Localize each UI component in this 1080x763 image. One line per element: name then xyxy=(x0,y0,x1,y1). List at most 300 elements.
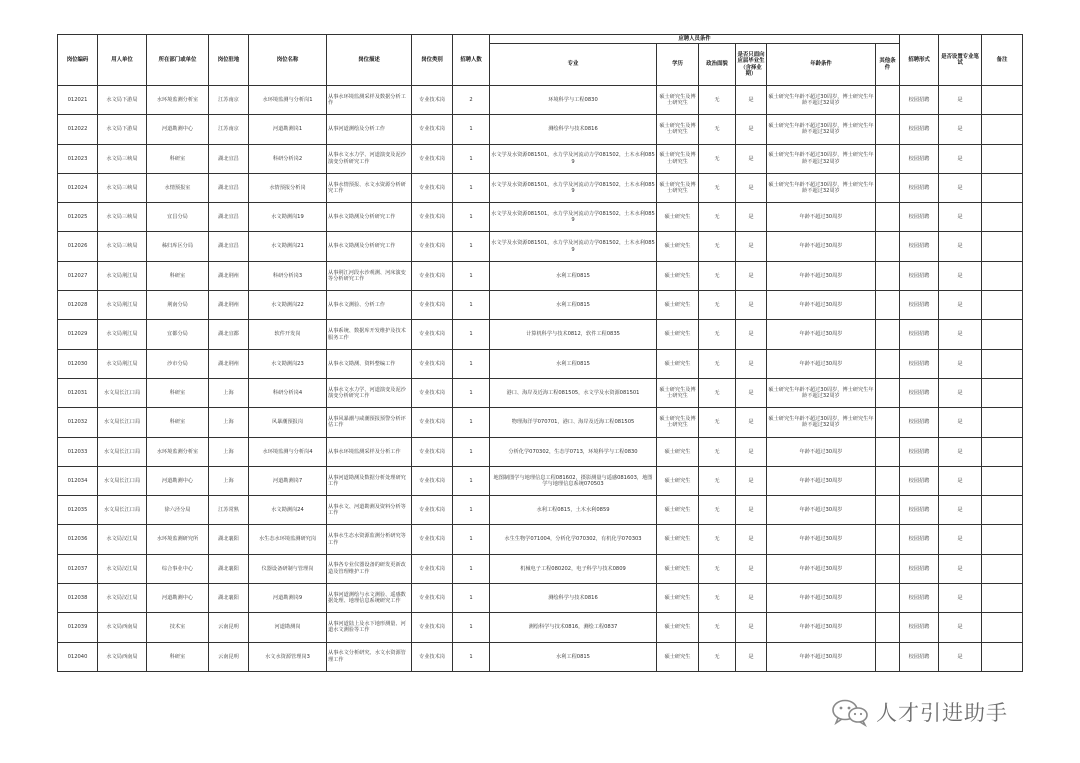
cell-code: 012022 xyxy=(58,115,98,144)
cell-politics: 无 xyxy=(699,261,736,290)
cell-desc: 从事荆江河段水沙观测、河床演变等分析研究工作 xyxy=(327,261,412,290)
cell-code: 012024 xyxy=(58,173,98,202)
table-row xyxy=(58,115,1023,144)
cell-edu: 硕士研究生 xyxy=(657,232,699,261)
table-row xyxy=(58,408,1023,437)
cell-other xyxy=(876,408,900,437)
table-row xyxy=(58,525,1023,554)
cell-politics: 无 xyxy=(699,349,736,378)
cell-post: 河道勘测岗9 xyxy=(249,584,327,613)
cell-major: 水利工程0815 xyxy=(490,261,657,290)
cell-location: 云南昆明 xyxy=(209,613,249,642)
col-header: 备注 xyxy=(982,35,1023,86)
cell-code: 012036 xyxy=(58,525,98,554)
recruitment-table-sheet xyxy=(57,34,1022,672)
cell-exam: 是 xyxy=(939,320,982,349)
cell-exam: 是 xyxy=(939,584,982,613)
cell-edu: 硕士研究生 xyxy=(657,525,699,554)
cell-post: 风暴潮预报岗 xyxy=(249,408,327,437)
col-header: 年龄条件 xyxy=(767,44,876,86)
cell-major: 物理海洋学070701，港口、海岸及近海工程081505 xyxy=(490,408,657,437)
cell-fresh-grad: 是 xyxy=(736,496,767,525)
cell-location: 湖北宜昌 xyxy=(209,173,249,202)
cell-form: 校园招聘 xyxy=(900,496,939,525)
cell-desc: 从事河道测绘及分析工作 xyxy=(327,115,412,144)
cell-form: 校园招聘 xyxy=(900,349,939,378)
cell-desc: 从事水文水力学、河道演变及泥沙演变分析研究工作 xyxy=(327,144,412,173)
cell-politics: 无 xyxy=(699,466,736,495)
cell-dept: 科研室 xyxy=(147,408,209,437)
cell-form: 校园招聘 xyxy=(900,466,939,495)
cell-dept: 科研室 xyxy=(147,378,209,407)
cell-desc: 从事水文、河道勘测及资料分析等工作 xyxy=(327,496,412,525)
cell-age: 硕士研究生年龄不超过30周岁，博士研究生年龄不超过32周岁 xyxy=(767,173,876,202)
cell-note xyxy=(982,437,1023,466)
cell-form: 校园招聘 xyxy=(900,144,939,173)
cell-dept: 水环境监测分析室 xyxy=(147,86,209,115)
cell-count: 1 xyxy=(453,349,490,378)
cell-dept: 科研室 xyxy=(147,642,209,671)
cell-desc: 从事水文勘测及分析研究工作 xyxy=(327,203,412,232)
cell-employer: 水文局长江口局 xyxy=(98,378,147,407)
cell-form: 校园招聘 xyxy=(900,86,939,115)
cell-age: 硕士研究生年龄不超过30周岁，博士研究生年龄不超过32周岁 xyxy=(767,378,876,407)
cell-desc: 从事各专业仪器设备的研发更新改造及管理维护工作 xyxy=(327,554,412,583)
cell-age: 硕士研究生年龄不超过30周岁，博士研究生年龄不超过32周岁 xyxy=(767,115,876,144)
cell-other xyxy=(876,437,900,466)
table-row xyxy=(58,378,1023,407)
cell-fresh-grad: 是 xyxy=(736,408,767,437)
cell-dept: 宜都分局 xyxy=(147,320,209,349)
cell-age: 硕士研究生年龄不超过30周岁，博士研究生年龄不超过32周岁 xyxy=(767,408,876,437)
cell-exam: 是 xyxy=(939,115,982,144)
watermark xyxy=(830,697,1008,727)
cell-fresh-grad: 是 xyxy=(736,466,767,495)
cell-major: 港口、海岸及近海工程081505，水文学及水资源081501 xyxy=(490,378,657,407)
cell-politics: 无 xyxy=(699,437,736,466)
cell-politics: 无 xyxy=(699,86,736,115)
cell-note xyxy=(982,525,1023,554)
cell-edu: 硕士研究生及博士研究生 xyxy=(657,86,699,115)
col-header: 所在部门或单位 xyxy=(147,35,209,86)
cell-edu: 硕士研究生 xyxy=(657,554,699,583)
cell-desc: 从事河道陆上及水下地形测量、河道水文测验等工作 xyxy=(327,613,412,642)
table-row xyxy=(58,466,1023,495)
cell-edu: 硕士研究生 xyxy=(657,349,699,378)
cell-category: 专业技术岗 xyxy=(412,466,453,495)
cell-politics: 无 xyxy=(699,144,736,173)
cell-politics: 无 xyxy=(699,291,736,320)
cell-age: 年龄不超过30周岁 xyxy=(767,261,876,290)
cell-dept: 综合事业中心 xyxy=(147,554,209,583)
table-row xyxy=(58,232,1023,261)
cell-fresh-grad: 是 xyxy=(736,144,767,173)
cell-post: 科研分析岗3 xyxy=(249,261,327,290)
cell-code: 012034 xyxy=(58,466,98,495)
col-header: 岗位名称 xyxy=(249,35,327,86)
cell-employer: 水文局下游局 xyxy=(98,86,147,115)
cell-fresh-grad: 是 xyxy=(736,86,767,115)
cell-fresh-grad: 是 xyxy=(736,584,767,613)
cell-dept: 荆南分局 xyxy=(147,291,209,320)
cell-post: 水环境监测与分析岗4 xyxy=(249,437,327,466)
table-row xyxy=(58,261,1023,290)
cell-location: 湖北襄阳 xyxy=(209,584,249,613)
cell-code: 012027 xyxy=(58,261,98,290)
cell-major: 水文学及水资源081501，水力学及河流动力学081502，土木水利0859 xyxy=(490,173,657,202)
cell-desc: 从事水环境监测采样及数据分析工作 xyxy=(327,86,412,115)
watermark-text: 人才引进助手 xyxy=(876,701,1008,725)
cell-note xyxy=(982,320,1023,349)
cell-other xyxy=(876,584,900,613)
cell-major: 机械电子工程080202，电子科学与技术0809 xyxy=(490,554,657,583)
cell-category: 专业技术岗 xyxy=(412,173,453,202)
cell-code: 012038 xyxy=(58,584,98,613)
col-header: 是否设置专业笔试 xyxy=(939,35,982,86)
col-header: 岗位类别 xyxy=(412,35,453,86)
cell-age: 年龄不超过30周岁 xyxy=(767,437,876,466)
cell-count: 1 xyxy=(453,584,490,613)
cell-fresh-grad: 是 xyxy=(736,437,767,466)
cell-major: 测绘科学与技术0816 xyxy=(490,115,657,144)
cell-code: 012040 xyxy=(58,642,98,671)
cell-exam: 是 xyxy=(939,466,982,495)
table-row xyxy=(58,203,1023,232)
cell-code: 012033 xyxy=(58,437,98,466)
cell-fresh-grad: 是 xyxy=(736,115,767,144)
cell-count: 1 xyxy=(453,378,490,407)
cell-fresh-grad: 是 xyxy=(736,173,767,202)
cell-desc: 从事水文分析研究、水文水资源管理工作 xyxy=(327,642,412,671)
cell-major: 水生生物学071004，分析化学070302，有机化学070303 xyxy=(490,525,657,554)
cell-dept: 科研室 xyxy=(147,144,209,173)
cell-dept: 水环境监测分析室 xyxy=(147,437,209,466)
cell-post: 水生态水环境监测研究岗 xyxy=(249,525,327,554)
cell-major: 测绘科学与技术0816，测绘工程0837 xyxy=(490,613,657,642)
cell-politics: 无 xyxy=(699,408,736,437)
cell-category: 专业技术岗 xyxy=(412,378,453,407)
cell-politics: 无 xyxy=(699,173,736,202)
cell-code: 012035 xyxy=(58,496,98,525)
cell-location: 云南昆明 xyxy=(209,642,249,671)
cell-note xyxy=(982,613,1023,642)
cell-code: 012025 xyxy=(58,203,98,232)
cell-politics: 无 xyxy=(699,232,736,261)
cell-fresh-grad: 是 xyxy=(736,291,767,320)
cell-dept: 河道勘测中心 xyxy=(147,584,209,613)
cell-major: 计算机科学与技术0812，软件工程0835 xyxy=(490,320,657,349)
col-header: 学历 xyxy=(657,44,699,86)
cell-other xyxy=(876,642,900,671)
cell-count: 1 xyxy=(453,261,490,290)
cell-category: 专业技术岗 xyxy=(412,232,453,261)
cell-exam: 是 xyxy=(939,613,982,642)
cell-count: 1 xyxy=(453,642,490,671)
cell-age: 年龄不超过30周岁 xyxy=(767,496,876,525)
cell-dept: 秭归库区分局 xyxy=(147,232,209,261)
cell-age: 硕士研究生年龄不超过30周岁，博士研究生年龄不超过32周岁 xyxy=(767,86,876,115)
cell-employer: 水文局西南局 xyxy=(98,613,147,642)
cell-employer: 水文局荆江局 xyxy=(98,349,147,378)
cell-category: 专业技术岗 xyxy=(412,642,453,671)
cell-employer: 水文局汉江局 xyxy=(98,525,147,554)
cell-desc: 从事水文测验、分析工作 xyxy=(327,291,412,320)
table-row xyxy=(58,642,1023,671)
cell-other xyxy=(876,320,900,349)
cell-location: 湖北荆州 xyxy=(209,261,249,290)
cell-major: 水利工程0815 xyxy=(490,349,657,378)
cell-edu: 硕士研究生 xyxy=(657,320,699,349)
cell-major: 水文学及水资源081501，水力学及河流动力学081502，土木水利0859 xyxy=(490,232,657,261)
cell-location: 湖北襄阳 xyxy=(209,554,249,583)
col-header: 其他条件 xyxy=(876,44,900,86)
cell-exam: 是 xyxy=(939,173,982,202)
cell-desc: 从事河道测绘与水文测验、遥感数据处理、地理信息系统研究工作 xyxy=(327,584,412,613)
cell-count: 2 xyxy=(453,86,490,115)
col-header: 是否只面向应届毕业生（含择业期） xyxy=(736,44,767,86)
cell-count: 1 xyxy=(453,613,490,642)
cell-politics: 无 xyxy=(699,584,736,613)
cell-age: 年龄不超过30周岁 xyxy=(767,291,876,320)
cell-note xyxy=(982,115,1023,144)
cell-code: 012026 xyxy=(58,232,98,261)
cell-edu: 硕士研究生 xyxy=(657,642,699,671)
cell-fresh-grad: 是 xyxy=(736,320,767,349)
cell-other xyxy=(876,173,900,202)
cell-politics: 无 xyxy=(699,203,736,232)
col-header: 招聘人数 xyxy=(453,35,490,86)
cell-other xyxy=(876,554,900,583)
cell-count: 1 xyxy=(453,320,490,349)
cell-note xyxy=(982,349,1023,378)
table-row xyxy=(58,86,1023,115)
cell-location: 江苏南京 xyxy=(209,115,249,144)
cell-count: 1 xyxy=(453,232,490,261)
cell-code: 012030 xyxy=(58,349,98,378)
cell-employer: 水文局长江口局 xyxy=(98,408,147,437)
cell-count: 1 xyxy=(453,496,490,525)
cell-desc: 从事河道勘测及数据分析处理研究工作 xyxy=(327,466,412,495)
cell-category: 专业技术岗 xyxy=(412,115,453,144)
cell-exam: 是 xyxy=(939,86,982,115)
cell-form: 校园招聘 xyxy=(900,437,939,466)
cell-edu: 硕士研究生及博士研究生 xyxy=(657,115,699,144)
table-row xyxy=(58,437,1023,466)
cell-category: 专业技术岗 xyxy=(412,554,453,583)
cell-other xyxy=(876,232,900,261)
cell-location: 上海 xyxy=(209,378,249,407)
table-row xyxy=(58,144,1023,173)
cell-category: 专业技术岗 xyxy=(412,496,453,525)
cell-edu: 硕士研究生 xyxy=(657,291,699,320)
cell-employer: 水文局汉江局 xyxy=(98,554,147,583)
cell-location: 上海 xyxy=(209,437,249,466)
cell-form: 校园招聘 xyxy=(900,261,939,290)
cell-location: 江苏南京 xyxy=(209,86,249,115)
cell-other xyxy=(876,261,900,290)
cell-edu: 硕士研究生 xyxy=(657,203,699,232)
cell-category: 专业技术岗 xyxy=(412,320,453,349)
cell-other xyxy=(876,349,900,378)
cell-form: 校园招聘 xyxy=(900,115,939,144)
cell-edu: 硕士研究生 xyxy=(657,466,699,495)
cell-code: 012037 xyxy=(58,554,98,583)
col-header: 招聘形式 xyxy=(900,35,939,86)
cell-dept: 宜昌分局 xyxy=(147,203,209,232)
cell-employer: 水文局荆江局 xyxy=(98,320,147,349)
cell-desc: 从事水环境监测采样及分析工作 xyxy=(327,437,412,466)
cell-form: 校园招聘 xyxy=(900,173,939,202)
col-header: 专业 xyxy=(490,44,657,86)
cell-employer: 水文局西南局 xyxy=(98,642,147,671)
cell-form: 校园招聘 xyxy=(900,232,939,261)
cell-location: 湖北宜都 xyxy=(209,320,249,349)
cell-code: 012023 xyxy=(58,144,98,173)
cell-other xyxy=(876,496,900,525)
cell-location: 湖北宜昌 xyxy=(209,232,249,261)
cell-employer: 水文局荆江局 xyxy=(98,291,147,320)
cell-post: 水文勘测岗22 xyxy=(249,291,327,320)
cell-count: 1 xyxy=(453,173,490,202)
cell-location: 上海 xyxy=(209,408,249,437)
cell-politics: 无 xyxy=(699,613,736,642)
cell-exam: 是 xyxy=(939,261,982,290)
cell-post: 科研分析岗2 xyxy=(249,144,327,173)
cell-dept: 河道勘测中心 xyxy=(147,466,209,495)
cell-note xyxy=(982,203,1023,232)
cell-age: 年龄不超过30周岁 xyxy=(767,203,876,232)
cell-major: 水利工程0815 xyxy=(490,291,657,320)
table-row xyxy=(58,349,1023,378)
cell-fresh-grad: 是 xyxy=(736,378,767,407)
col-header: 岗位描述 xyxy=(327,35,412,86)
cell-employer: 水文局长江口局 xyxy=(98,496,147,525)
cell-form: 校园招聘 xyxy=(900,525,939,554)
cell-note xyxy=(982,144,1023,173)
cell-fresh-grad: 是 xyxy=(736,232,767,261)
cell-count: 1 xyxy=(453,437,490,466)
cell-exam: 是 xyxy=(939,349,982,378)
cell-politics: 无 xyxy=(699,115,736,144)
cell-category: 专业技术岗 xyxy=(412,584,453,613)
cell-politics: 无 xyxy=(699,554,736,583)
cell-location: 江苏常熟 xyxy=(209,496,249,525)
cell-note xyxy=(982,173,1023,202)
cell-employer: 水文局长江口局 xyxy=(98,437,147,466)
col-header: 政治面貌 xyxy=(699,44,736,86)
cell-post: 仪器设备研制与管理岗 xyxy=(249,554,327,583)
cell-dept: 河道勘测中心 xyxy=(147,115,209,144)
cell-form: 校园招聘 xyxy=(900,203,939,232)
cell-edu: 硕士研究生 xyxy=(657,437,699,466)
cell-age: 年龄不超过30周岁 xyxy=(767,613,876,642)
cell-exam: 是 xyxy=(939,642,982,671)
cell-edu: 硕士研究生及博士研究生 xyxy=(657,408,699,437)
cell-fresh-grad: 是 xyxy=(736,642,767,671)
cell-post: 水环境监测与分析岗1 xyxy=(249,86,327,115)
cell-desc: 从事水情预报、水文水资源分析研究工作 xyxy=(327,173,412,202)
cell-other xyxy=(876,86,900,115)
cell-dept: 水情预报室 xyxy=(147,173,209,202)
cell-fresh-grad: 是 xyxy=(736,613,767,642)
cell-employer: 水文局三峡局 xyxy=(98,144,147,173)
cell-edu: 硕士研究生 xyxy=(657,613,699,642)
cell-exam: 是 xyxy=(939,291,982,320)
cell-politics: 无 xyxy=(699,642,736,671)
cell-other xyxy=(876,203,900,232)
cell-exam: 是 xyxy=(939,203,982,232)
cell-code: 012032 xyxy=(58,408,98,437)
cell-form: 校园招聘 xyxy=(900,642,939,671)
cell-note xyxy=(982,261,1023,290)
cell-major: 水文学及水资源081501，水力学及河流动力学081502，土木水利0859 xyxy=(490,203,657,232)
cell-desc: 从事风暴潮与咸潮预报预警分析评估工作 xyxy=(327,408,412,437)
cell-employer: 水文局三峡局 xyxy=(98,232,147,261)
cell-major: 环境科学与工程0830 xyxy=(490,86,657,115)
table-row xyxy=(58,291,1023,320)
cell-age: 年龄不超过30周岁 xyxy=(767,349,876,378)
cell-note xyxy=(982,408,1023,437)
cell-fresh-grad: 是 xyxy=(736,554,767,583)
cell-edu: 硕士研究生及博士研究生 xyxy=(657,378,699,407)
cell-location: 湖北襄阳 xyxy=(209,525,249,554)
cell-code: 012031 xyxy=(58,378,98,407)
cell-exam: 是 xyxy=(939,554,982,583)
cell-employer: 水文局长江口局 xyxy=(98,466,147,495)
cell-edu: 硕士研究生 xyxy=(657,496,699,525)
cell-age: 硕士研究生年龄不超过30周岁，博士研究生年龄不超过32周岁 xyxy=(767,144,876,173)
cell-form: 校园招聘 xyxy=(900,291,939,320)
cell-count: 1 xyxy=(453,203,490,232)
cell-dept: 徐六泾分局 xyxy=(147,496,209,525)
cell-form: 校园招聘 xyxy=(900,378,939,407)
cell-age: 年龄不超过30周岁 xyxy=(767,584,876,613)
cell-category: 专业技术岗 xyxy=(412,349,453,378)
cell-other xyxy=(876,378,900,407)
cell-employer: 水文局汉江局 xyxy=(98,584,147,613)
cell-post: 水文水资源管理岗3 xyxy=(249,642,327,671)
cell-exam: 是 xyxy=(939,144,982,173)
cell-employer: 水文局三峡局 xyxy=(98,203,147,232)
cell-location: 湖北宜昌 xyxy=(209,144,249,173)
table-row xyxy=(58,584,1023,613)
cell-note xyxy=(982,642,1023,671)
cell-code: 012039 xyxy=(58,613,98,642)
col-header: 岗位编码 xyxy=(58,35,98,86)
cell-other xyxy=(876,144,900,173)
cell-desc: 从事水文勘测及分析研究工作 xyxy=(327,232,412,261)
cell-major: 测绘科学与技术0816 xyxy=(490,584,657,613)
cell-major: 水文学及水资源081501，水力学及河流动力学081502，土木水利0859 xyxy=(490,144,657,173)
cell-politics: 无 xyxy=(699,378,736,407)
cell-post: 水文勘测岗24 xyxy=(249,496,327,525)
table-header xyxy=(58,35,1023,86)
cell-post: 水文勘测岗21 xyxy=(249,232,327,261)
cell-category: 专业技术岗 xyxy=(412,408,453,437)
cell-dept: 科研室 xyxy=(147,261,209,290)
cell-note xyxy=(982,378,1023,407)
cell-count: 1 xyxy=(453,466,490,495)
cell-location: 湖北荆州 xyxy=(209,349,249,378)
cell-count: 1 xyxy=(453,115,490,144)
cell-age: 年龄不超过30周岁 xyxy=(767,525,876,554)
cell-politics: 无 xyxy=(699,320,736,349)
cell-desc: 从事系统、数据库开发维护及技术服务工作 xyxy=(327,320,412,349)
cell-form: 校园招聘 xyxy=(900,584,939,613)
cell-category: 专业技术岗 xyxy=(412,261,453,290)
cell-major: 水利工程0815 xyxy=(490,642,657,671)
cell-post: 河道勘测岗7 xyxy=(249,466,327,495)
